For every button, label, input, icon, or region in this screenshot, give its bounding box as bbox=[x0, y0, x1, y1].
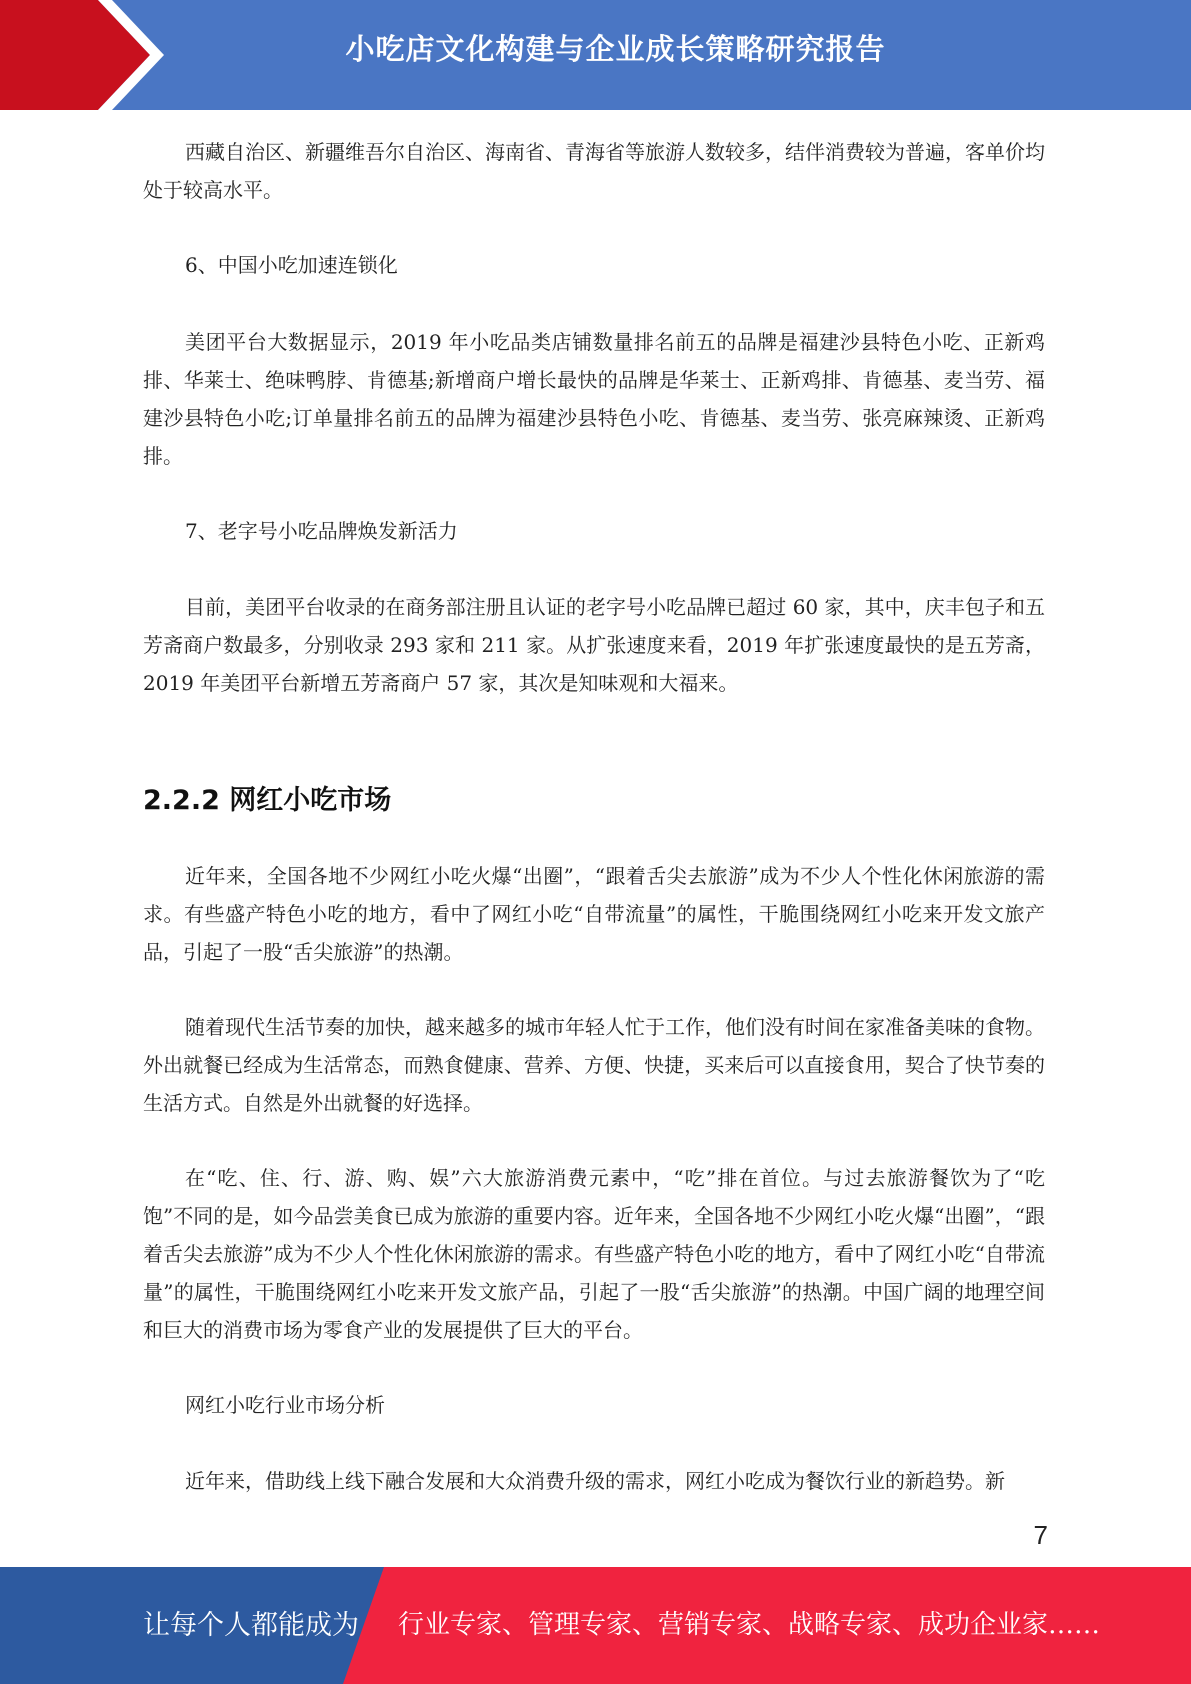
paragraph-internet-snacks: 近年来，全国各地不少网红小吃火爆“出圈”，“跟着舌尖去旅游”成为不少人个性化休闲旅游的需求。有些盛产特色小吃的地方，看中了网红小吃“自带流量”的属性，干脆围绕网红小吃来开发文旅产品，引起了一股“舌尖旅游”的热潮。 bbox=[143, 864, 1045, 964]
section-title-market-analysis: 网红小吃行业市场分析 bbox=[185, 1393, 385, 1417]
report-title: 小吃店文化构建与企业成长策略研究报告 bbox=[345, 32, 886, 66]
paragraph-tourism-regions: 西藏自治区、新疆维吾尔自治区、海南省、青海省等旅游人数较多，结伴消费较为普遍，客单价均处于较高水平。 bbox=[143, 140, 1045, 202]
paragraph-tourism-food: 在“吃、住、行、游、购、娱”六大旅游消费元素中，“吃”排在首位。与过去旅游餐饮为了“吃饱”不同的是，如今品尝美食已成为旅游的重要内容。近年来，全国各地不少网红小吃火爆“出圈”，“跟着舌尖去旅游”成为不少人个性化休闲旅游的需求。有些盛产特色小吃的地方，看中了网红小吃“自带流量”的属性，干脆围绕网红小吃来开发文旅产品，引起了一股“舌尖旅游”的热潮。中国广阔的地理空间和巨大的消费市场为零食产业的发展提供了巨大的平台。 bbox=[143, 1166, 1045, 1342]
paragraph-market-trend: 近年来，借助线上线下融合发展和大众消费升级的需求，网红小吃成为餐饮行业的新趋势。新 bbox=[185, 1469, 1005, 1493]
page-header bbox=[0, 0, 1191, 110]
paragraph-fast-life: 随着现代生活节奏的加快，越来越多的城市年轻人忙于工作，他们没有时间在家准备美味的食物。外出就餐已经成为生活常态，而熟食健康、营养、方便、快捷，买来后可以直接食用，契合了快节奏的生活方式。自然是外出就餐的好选择。 bbox=[143, 1015, 1045, 1115]
footer-slogan-right: 行业专家、管理专家、营销专家、战略专家、成功企业家…… bbox=[398, 1610, 1101, 1640]
page-footer bbox=[0, 1567, 1191, 1684]
section-heading: 2.2.2 网红小吃市场 bbox=[143, 785, 392, 816]
page-number: 7 bbox=[1033, 1520, 1048, 1550]
section-title-chain: 6、中国小吃加速连锁化 bbox=[185, 253, 398, 277]
paragraph-meituan-brands: 美团平台大数据显示，2019 年小吃品类店铺数量排名前五的品牌是福建沙县特色小吃、正新鸡排、华莱士、绝味鸭脖、肯德基;新增商户增长最快的品牌是华莱士、正新鸡排、肯德基、麦当劳、福建沙县特色小吃;订单量排名前五的品牌为福建沙县特色小吃、肯德基、麦当劳、张亮麻辣烫、正新鸡排。 bbox=[143, 330, 1045, 468]
paragraph-heritage-brands: 目前，美团平台收录的在商务部注册且认证的老字号小吃品牌已超过 60 家，其中，庆丰包子和五芳斋商户数最多，分别收录 293 家和 211 家。从扩张速度来看，2019 年扩张速度最快的是五芳斋，2019 年美团平台新增五芳斋商户 57 家，其次是知味观和大福来。 bbox=[143, 595, 1045, 695]
section-title-heritage: 7、老字号小吃品牌焕发新活力 bbox=[185, 519, 458, 543]
footer-slogan-left: 让每个人都能成为 bbox=[143, 1610, 359, 1641]
